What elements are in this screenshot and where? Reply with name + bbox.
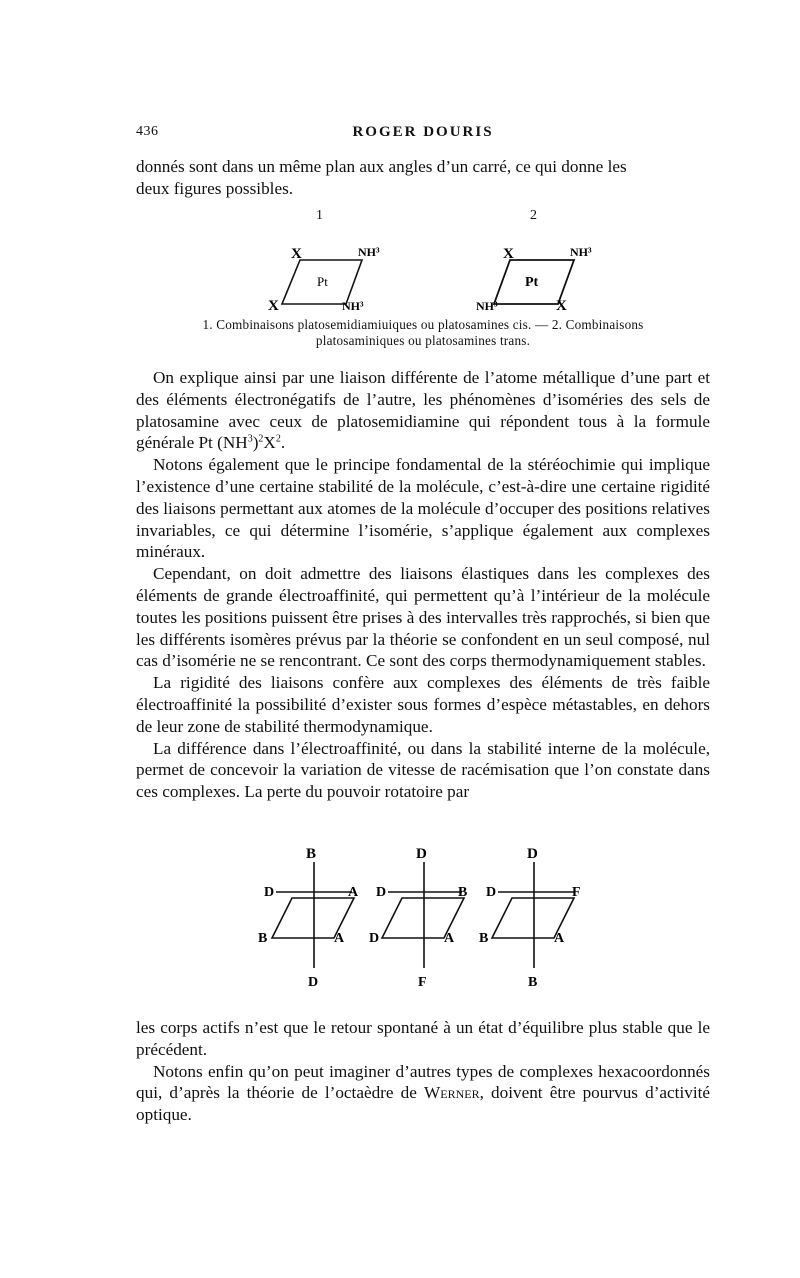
oct1-right-label: A	[348, 885, 359, 900]
figure-1	[136, 208, 710, 378]
trans-bottom-right-label: X	[556, 298, 567, 314]
figure-2-octahedra	[236, 836, 616, 1011]
trans-diagram	[476, 245, 592, 314]
oct3-bottom-label: B	[528, 975, 538, 990]
oct2-bottom-label: F	[418, 975, 427, 990]
oct2-top-label: D	[416, 846, 427, 862]
oct3-right-label: F	[572, 885, 581, 900]
oct2-bottom-left-label: D	[369, 931, 380, 946]
oct1-left-label: D	[264, 885, 275, 900]
paragraph-6: les corps actifs n’est que le retour spontané à un état d’équilibre plus stable que le précédent.	[136, 1018, 710, 1059]
figure-1-label-2: 2	[530, 208, 537, 223]
intro-line-1: donnés sont dans un même plan aux angles d’un carré, ce qui donne les	[136, 157, 627, 176]
author-name-werner: Werner	[424, 1083, 480, 1103]
paragraph-7: Notons enfin qu’on peut imaginer d’autres types de complexes hexacoordonnés qui, d’après la théorie de l’octaèdre de Werner, doivent être pourvus d’activité optique.	[136, 1061, 711, 1125]
oct1-bottom-right-label: A	[334, 931, 345, 946]
main-text-block	[136, 367, 710, 803]
octahedron-diagram-3	[479, 846, 581, 990]
oct2-right-label: B	[458, 885, 468, 900]
figure-1-caption	[136, 317, 710, 349]
cis-top-right-label: NH³	[358, 245, 380, 259]
octahedron-diagram-1	[258, 846, 359, 990]
paragraph-2: Notons également que le principe fondamental de la stéréochimie qui implique l’existence d’une certaine stabilité de la molécule, c’est-à-dire une certaine rigidité des liaisons permettant aux atomes de la molécule d’occuper des positions relatives invariables, ce qui détermine l’isomérie, s’applique également aux complexes minéraux.	[136, 455, 710, 562]
paragraph-5: La différence dans l’électroaffinité, ou dans la stabilité interne de la molécule, permet de concevoir la variation de vitesse de racémisation que l’on constate dans ces complexes. La perte du pouvoir rotatoire par	[136, 738, 710, 802]
oct2-bottom-right-label: A	[444, 931, 455, 946]
page-header	[136, 124, 710, 148]
cis-center-label: Pt	[317, 274, 328, 289]
intro-paragraph	[136, 156, 710, 200]
running-head: ROGER DOURIS	[352, 124, 494, 140]
paragraph-3: Cependant, on doit admettre des liaisons élastiques dans les complexes des éléments de grande électroaffinité, qui permettent qu’à l’intérieur de la molécule toutes les positions puissent être prises à des intervalles très rapprochés, si bien que les différents isomères prévus par la théorie se confondent en un seul composé, nul cas d’isomérie ne se rencontrant. Ce sont des corps thermodynamiquement stables.	[136, 564, 710, 671]
cis-top-left-label: X	[291, 246, 302, 262]
trans-top-left-label: X	[503, 246, 514, 262]
figure-1-label-1: 1	[316, 208, 323, 223]
oct1-top-label: B	[306, 846, 317, 862]
trans-center-label: Pt	[525, 275, 539, 290]
cis-bottom-right-label: NH³	[342, 299, 364, 313]
octahedron-diagram-2	[369, 846, 467, 990]
cis-diagram	[268, 245, 380, 314]
trans-bottom-left-label: NH³	[476, 299, 498, 313]
intro-line-2: deux figures possibles.	[136, 178, 294, 198]
oct3-top-label: D	[527, 846, 538, 862]
oct3-bottom-right-label: A	[554, 931, 565, 946]
trans-top-right-label: NH³	[570, 245, 592, 259]
caption-line-2: platosaminiques ou platosamines trans.	[315, 333, 531, 348]
oct1-bottom-label: D	[308, 975, 319, 990]
oct3-left-label: D	[486, 885, 497, 900]
oct3-bottom-left-label: B	[479, 931, 489, 946]
cis-bottom-left-label: X	[268, 298, 279, 314]
paragraph-4: La rigidité des liaisons confère aux complexes des éléments de très faible électroaffinité la possibilité d’exister sous formes d’espèce métastables, en dehors de leur zone de stabilité thermodynamique.	[136, 673, 710, 736]
closing-text-block	[136, 1017, 710, 1126]
oct2-left-label: D	[376, 885, 387, 900]
caption-line-1: 1. Combinaisons platosemidiamiuiques ou platosamines cis. — 2. Combinaisons	[202, 317, 644, 332]
paragraph-1: On explique ainsi par une liaison différente de l’atome métallique d’une part et des éléments électronégatifs de l’autre, les phénomènes d’isoméries des sels de platosamine avec ceux de platosemidiamine qui répondent tous à la formule générale Pt $(NH^3)^2X^2$.	[136, 368, 710, 453]
oct1-bottom-left-label: B	[258, 931, 268, 946]
page-number: 436	[136, 124, 159, 139]
